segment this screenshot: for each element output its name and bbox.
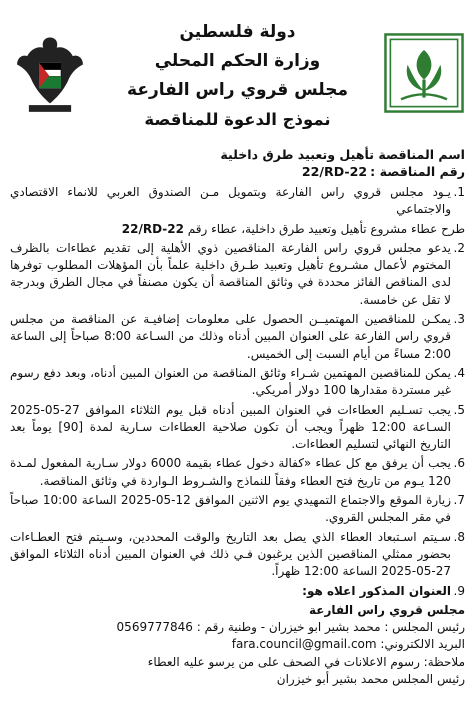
palestine-emblem-icon xyxy=(12,30,88,116)
list-item xyxy=(10,529,465,581)
tender-subject: اسم المناقصة تأهيل وتعبيد طرق داخلية xyxy=(220,147,465,162)
item-text: يـود مجلس قروي راس الفارعة وبتمويل مـن الصندوق العربي للانماء الاقتصادي والاجتماعي xyxy=(10,185,451,217)
tender-number-label: رقم المناقصة : xyxy=(370,164,465,179)
item-number: 6. xyxy=(453,456,465,471)
tender-items xyxy=(10,184,465,600)
item-number: 9. xyxy=(453,583,465,598)
item-text: يمكن للمناقصين المهتمين شـراء وثائق المناقصة من العنوان المبين أدناه، وبعد دفع رسوم غير مستردة مقدارها 100 دولار أمريكي. xyxy=(10,365,451,398)
header xyxy=(10,6,465,146)
signature: رئيس المجلس محمد بشير أبو خيزران xyxy=(276,672,465,687)
item-text: سـيتم اسـتبعاد العطاء الذي يصل بعد التاريخ والوقت المحددين، وسـيتم فتح العطـاءات بحضور ممثلي المناقصين الذين يرغبون فـي ذلك في العنوان المبين أدناه الثلاثاء الموافق 27-05-2025 الساعة 12:00 ظهراً. xyxy=(10,529,451,579)
list-item xyxy=(10,184,465,219)
item-number: 4. xyxy=(453,365,465,380)
header-titles xyxy=(102,18,373,134)
list-item xyxy=(10,455,465,490)
item-text: يجب تسـليم العطاءات في العنوان المبين أدناه قبل يوم الثلاثاء الموافق 27-05-2025 السـاعة 12:00 ظهراً ويجب أن تكون صلاحية العطاءات سـارية لمدة [90] يوماً بعد التاريخ النهائي لتسليم العطاءات. xyxy=(10,402,451,452)
email-line xyxy=(10,636,465,653)
item-number: 5. xyxy=(453,402,465,417)
item-number: 2. xyxy=(453,240,465,255)
list-item xyxy=(10,240,465,309)
council-head-phone: رئيس المجلس : محمد بشير ابو خيزران - وطنية رقم : 0569777846 xyxy=(116,620,465,635)
footer xyxy=(10,602,465,688)
email-link[interactable]: fara.council@gmail.com xyxy=(231,637,377,652)
item-text: يدعو مجلس قروي راس الفارعة المناقصين ذوي الأهلية إلى تقديم عطاءات بالظرف المختوم لأعمال مشـروع تأهيل وتعبيد طـرق داخلية علماً بأن المؤهلات المطلوب توفرها لدى المناقص الفائز محددة في وثائق المناقصة أن يكون مصنفاً في مجال الطرق وبدرجة لا تقل عن خامسة. xyxy=(10,240,451,307)
item-text: يجب أن يرفق مع كل عطاء «كفالة دخول عطاء بقيمة 6000 دولار سـارية المفعول لمـدة 120 يـوم من تاريخ فتح العطاء وفقاً للنماذج والشـروط الـواردة في وثائق المناقصة. xyxy=(10,456,451,488)
item-number: 3. xyxy=(453,312,465,327)
item-bold-number: 22/RD-22 xyxy=(121,221,184,236)
council-logo-icon xyxy=(383,32,465,114)
ads-note: ملاحظة: رسوم الاعلانات في الصحف على من يرسو عليه العطاء xyxy=(147,654,465,669)
item-text: زيارة الموقع والاجتماع التمهيدي يوم الاثنين الموافق 12-05-2025 الساعة 10:00 صباحاً في مقر المجلس القروي. xyxy=(10,493,451,525)
ministry-name: وزارة الحكم المحلي xyxy=(154,51,321,71)
tender-number: 22/RD-22 xyxy=(301,164,368,179)
list-item xyxy=(10,492,465,527)
item-number: 7. xyxy=(453,493,465,508)
email-label: البريد الالكتروني: xyxy=(380,637,465,652)
council-address: مجلس قروي راس الفارعة xyxy=(309,602,465,617)
form-title: نموذج الدعوة للمناقصة xyxy=(144,110,331,129)
item-text: العنوان المذكور اعلاه هو: xyxy=(302,583,451,598)
list-item xyxy=(10,311,465,363)
tender-number-line xyxy=(10,164,465,180)
item-text: يمكـن للمناقصين المهتميــن الحصول على معلومات إضافيـة عن المناقصة من مجلس قروي راس الفارعة على العنوان المبين أدناه وذلك من السـاعة 8:00 صباحاً إلى الساعة 2:00 مساءً من أيام السبت إلى الخميس. xyxy=(10,312,451,361)
list-item xyxy=(10,365,465,400)
list-item xyxy=(10,402,465,454)
item-number: 8. xyxy=(453,529,465,544)
item-text: طرح عطاء مشروع تأهيل وتعبيد طرق داخلية، عطاء رقم xyxy=(183,221,465,236)
state-name: دولة فلسطين xyxy=(179,22,296,42)
list-item xyxy=(10,583,465,600)
council-name: مجلس قروي راس الفارعة xyxy=(127,80,348,100)
list-item xyxy=(10,221,465,238)
item-number: 1. xyxy=(453,185,465,199)
